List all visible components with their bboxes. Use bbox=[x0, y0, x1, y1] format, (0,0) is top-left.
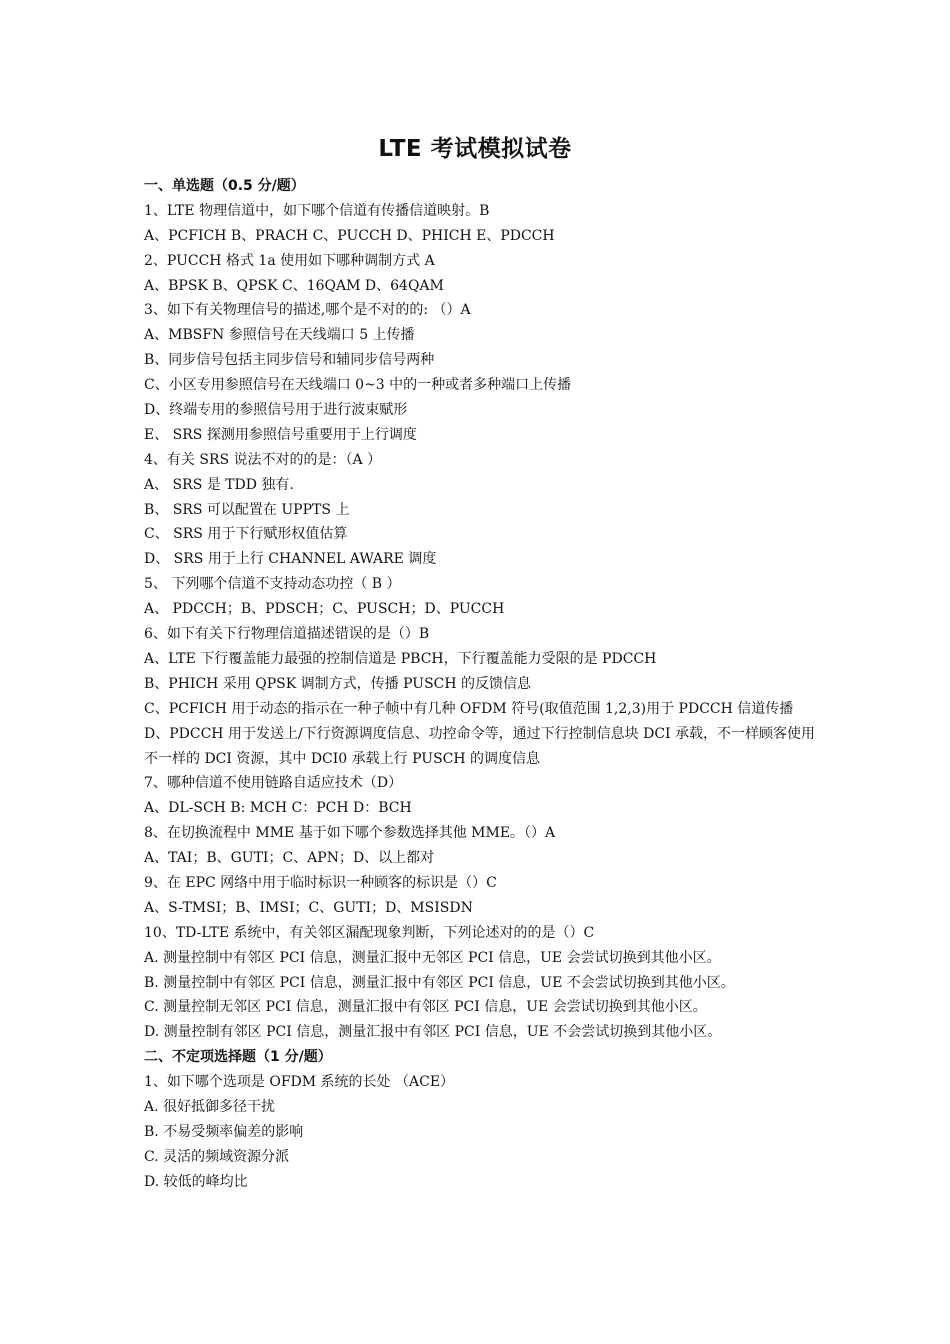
question-text: 6、如下有关下行物理信道描述错误的是（）B bbox=[144, 626, 430, 643]
option-text: B、同步信号包括主同步信号和辅同步信号两种 bbox=[144, 352, 435, 369]
option-text: B. 不易受频率偏差的影响 bbox=[144, 1123, 304, 1140]
option-text: C. 测量控制无邻区 PCI 信息，测量汇报中有邻区 PCI 信息，UE 会尝试切换到其他小区。 bbox=[144, 999, 707, 1016]
option-text: C. 灵活的频域资源分派 bbox=[144, 1148, 290, 1165]
option-text: A. 很好抵御多径干扰 bbox=[144, 1099, 276, 1115]
option-text: E、 SRS 探测用参照信号重要用于上行调度 bbox=[144, 426, 417, 443]
question-text: 2、PUCCH 格式 1a 使用如下哪种调制方式 A bbox=[144, 252, 435, 269]
option-text: C、小区专用参照信号在天线端口 0~3 中的一种或者多种端口上传播 bbox=[144, 377, 572, 394]
option-text: A、DL-SCH B: MCH C：PCH D：BCH bbox=[144, 800, 412, 817]
option-text: D. 较低的峰均比 bbox=[144, 1173, 248, 1190]
option-text: B、 SRS 可以配置在 UPPTS 上 bbox=[144, 501, 350, 518]
option-text: A、TAI；B、GUTI；C、APN；D、以上都对 bbox=[144, 850, 435, 867]
question-text: 9、在 EPC 网络中用于临时标识一种顾客的标识是（）C bbox=[144, 874, 497, 891]
option-text: A、S-TMSI；B、IMSI；C、GUTI；D、MSISDN bbox=[144, 899, 473, 916]
question-text: 7、哪种信道不使用链路自适应技术（D） bbox=[144, 775, 403, 792]
option-text: A、PCFICH B、PRACH C、PUCCH D、PHICH E、PDCCH bbox=[144, 227, 555, 244]
option-text: A、BPSK B、QPSK C、16QAM D、64QAM bbox=[144, 277, 444, 294]
option-text: A、MBSFN 参照信号在天线端口 5 上传播 bbox=[144, 327, 415, 344]
question-text: 1、如下哪个选项是 OFDM 系统的长处 （ACE） bbox=[144, 1074, 455, 1091]
question-text: 10、TD-LTE 系统中，有关邻区漏配现象判断，下列论述对的的是（）C bbox=[144, 924, 595, 941]
question-text: 1、LTE 物理信道中，如下哪个信道有传播信道映射。B bbox=[144, 202, 490, 219]
option-text: D、 SRS 用于上行 CHANNEL AWARE 调度 bbox=[144, 551, 437, 568]
option-text: C、 SRS 用于下行赋形权值估算 bbox=[144, 526, 348, 543]
option-text: C、PCFICH 用于动态的指示在一种子帧中有几种 OFDM 符号(取值范围 1,2,3)用于 PDCCH 信道传播 bbox=[144, 700, 794, 717]
option-text: B、PHICH 采用 QPSK 调制方式，传播 PUSCH 的反馈信息 bbox=[144, 675, 532, 692]
question-text: 8、在切换流程中 MME 基于如下哪个参数选择其他 MME。（）A bbox=[144, 825, 556, 842]
option-text: D、终端专用的参照信号用于进行波束赋形 bbox=[144, 402, 408, 419]
option-text: A. 测量控制中有邻区 PCI 信息，测量汇报中无邻区 PCI 信息，UE 会尝试切换到其他小区。 bbox=[144, 949, 721, 966]
question-text: 5、 下列哪个信道不支持动态功控（ B ） bbox=[144, 576, 401, 593]
option-text: D. 测量控制有邻区 PCI 信息，测量汇报中有邻区 PCI 信息，UE 不会尝试切换到其他小区。 bbox=[144, 1024, 722, 1041]
option-text: A、 PDCCH；B、PDSCH；C、PUSCH；D、PUCCH bbox=[144, 601, 505, 618]
document-body bbox=[144, 174, 824, 1195]
section-heading: 一、单选题（0.5 分/题） bbox=[144, 178, 305, 194]
option-text: D、PDCCH 用于发送上/下行资源调度信息、功控命令等，通过下行控制信息块 DCI 承载，不一样顾客使用不一样的 DCI 资源，其中 DCI0 承载上行 PUSCH 的调度信息 bbox=[144, 725, 816, 767]
question-text: 4、有关 SRS 说法不对的的是：（A ） bbox=[144, 451, 382, 468]
page-title: LTE 考试模拟试卷 bbox=[378, 136, 572, 162]
section-heading: 二、不定项选择题（1 分/题） bbox=[144, 1049, 332, 1066]
option-text: A、LTE 下行覆盖能力最强的控制信道是 PBCH，下行覆盖能力受限的是 PDCCH bbox=[144, 650, 657, 667]
question-text: 3、如下有关物理信号的描述,哪个是不对的的: （）A bbox=[144, 302, 471, 319]
option-text: B. 测量控制中有邻区 PCI 信息，测量汇报中有邻区 PCI 信息，UE 不会尝试切换到其他小区。 bbox=[144, 974, 735, 991]
option-text: A、 SRS 是 TDD 独有. bbox=[144, 476, 294, 493]
